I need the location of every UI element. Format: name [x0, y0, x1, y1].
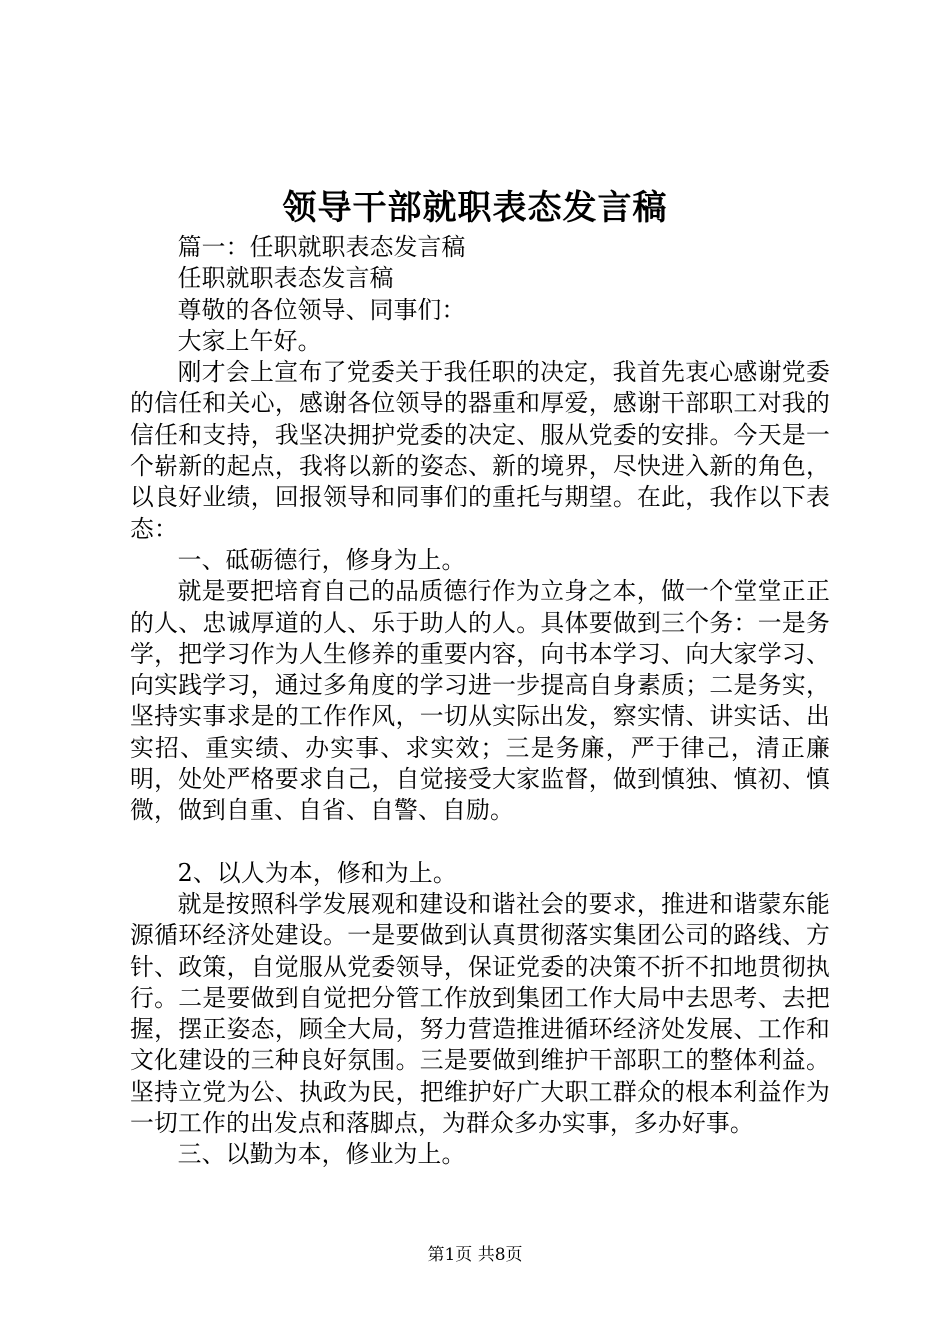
- document-title: 领导干部就职表态发言稿: [282, 188, 668, 228]
- salutation: 尊敬的各位领导、同事们：: [177, 295, 466, 324]
- section-heading: 篇一：任职就职表态发言稿: [177, 233, 466, 261]
- body-paragraph: 就是按照科学发展观和建设和谐社会的要求，推进和谐蒙东能源循环经济处建设。一是要做到认真贯彻落实集团公司的路线、方针、政策，自觉服从党委领导，保证党委的决策不折不扣地贯彻执行。二是要做到自觉把分管工作放到集团工作大局中去思考、去把握，摆正姿态，顾全大局，努力营造推进循环经济处发展、工作和文化建设的三种良好氛围。三是要做到维护干部职工的整体利益。坚持立党为公、执政为民，把维护好广大职工群众的根本利益作为一切工作的出发点和落脚点，为群众多办实事，多办好事。: [130, 889, 830, 1138]
- point-heading: 一、砥砺德行，修身为上。: [177, 545, 466, 574]
- point-heading: 2、以人为本，修和为上。: [177, 858, 457, 887]
- body-paragraph: 刚才会上宣布了党委关于我任职的决定，我首先衷心感谢党委的信任和关心，感谢各位领导的器重和厚爱，感谢干部职工对我的信任和支持，我坚决拥护党委的决定、服从党委的安排。今天是一个崭新的起点，我将以新的姿态、新的境界，尽快进入新的角色，以良好业绩，回报领导和同事们的重托与期望。在此，我作以下表态：: [130, 358, 830, 543]
- paragraph-gap: [130, 827, 830, 858]
- greeting: 大家上午好。: [177, 326, 322, 355]
- point-heading: 三、以勤为本，修业为上。: [177, 1140, 466, 1169]
- document-body: [130, 232, 830, 1171]
- page-footer: 第1页 共8页: [427, 1245, 523, 1265]
- speech-title: 任职就职表态发言稿: [177, 264, 394, 293]
- body-paragraph: 就是要把培育自己的品质德行作为立身之本，做一个堂堂正正的人、忠诚厚道的人、乐于助人的人。具体要做到三个务：一是务学，把学习作为人生修养的重要内容，向书本学习、向大家学习、向实践学习，通过多角度的学习进一步提高自身素质；二是务实，坚持实事求是的工作作风，一切从实际出发，察实情、讲实话、出实招、重实绩、办实事、求实效；三是务廉，严于律己，清正廉明，处处严格要求自己，自觉接受大家监督，做到慎独、慎初、慎微，做到自重、自省、自警、自励。: [130, 577, 830, 825]
